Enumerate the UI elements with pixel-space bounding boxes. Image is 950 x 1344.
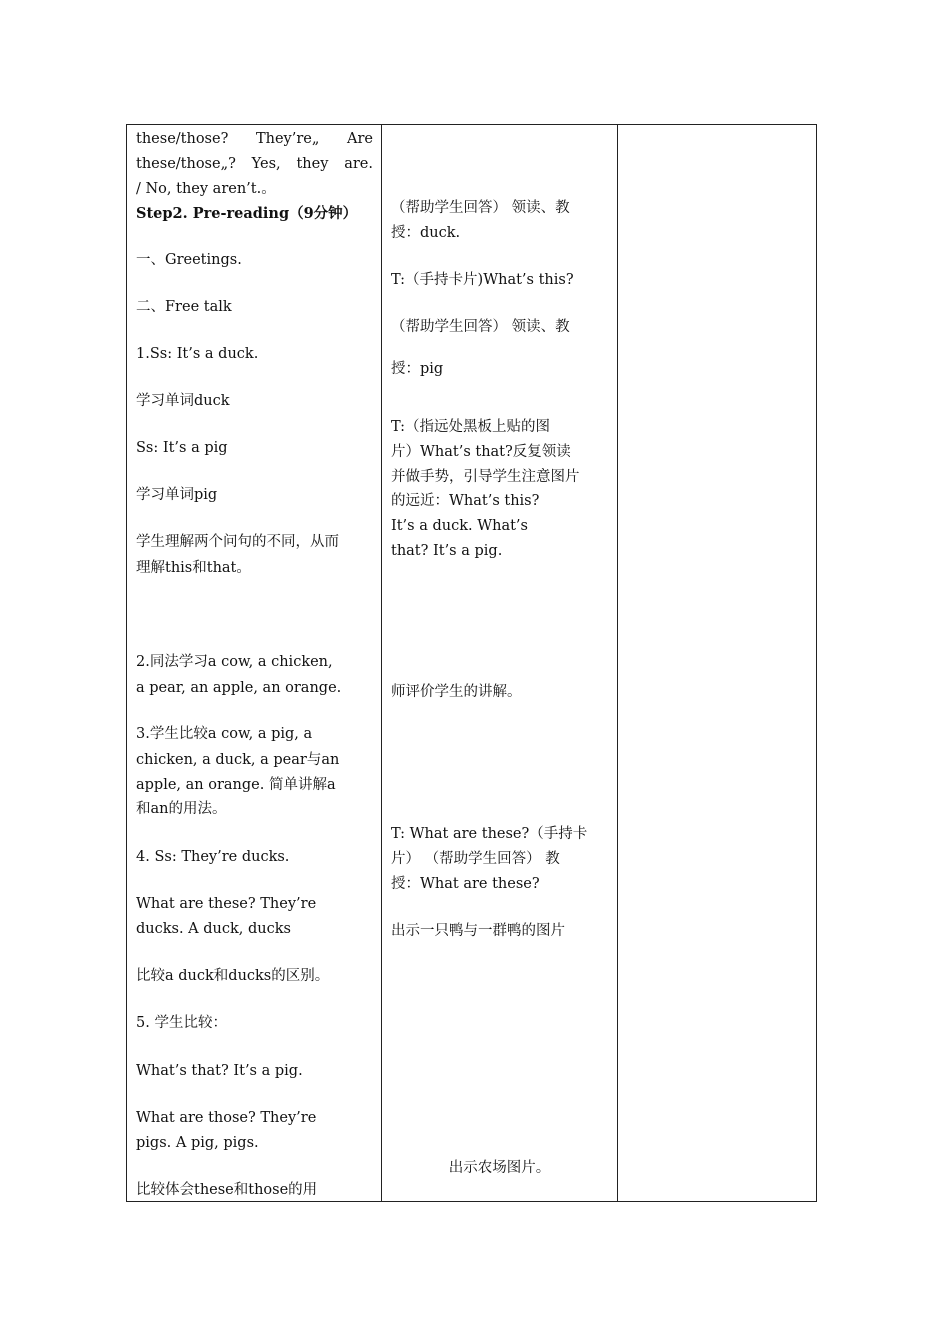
text-line: （帮助学生回答） 领读、教	[391, 319, 570, 335]
text-line: T:（指远处黑板上贴的图	[391, 419, 551, 435]
text-line: 和an的用法。	[136, 801, 227, 817]
text-line: 授：duck.	[391, 225, 461, 241]
text-line: 学生理解两个问句的不同，从而	[136, 534, 339, 550]
text-line: chicken, a duck, a pear与an	[136, 752, 340, 768]
text-line: pigs. A pig, pigs.	[136, 1135, 259, 1151]
text-line: 出示农场图片。	[448, 1160, 551, 1176]
text-line: 师评价学生的讲解。	[391, 684, 522, 700]
text-line: 比较a duck和ducks的区别。	[136, 968, 330, 984]
text-line: 并做手势，引导学生注意图片	[391, 469, 580, 485]
text-line: 学习单词pig	[136, 487, 218, 503]
text-line: a pear, an apple, an orange.	[136, 680, 342, 696]
text-line: 授：What are these?	[391, 876, 540, 892]
step-heading: Step2. Pre-reading（9分钟）	[136, 205, 358, 222]
text-line: ducks. A duck, ducks	[136, 921, 291, 937]
text-line: 5. 学生比较：	[136, 1015, 227, 1031]
text-line: these/those? They’re„ Are	[136, 131, 373, 147]
text-line: 一、Greetings.	[136, 252, 242, 268]
text-line: T:（手持卡片)What’s this?	[391, 272, 574, 288]
text-line: 比较体会these和those的用	[136, 1182, 318, 1198]
text-line: 二、Free talk	[136, 299, 232, 315]
text-line: 授：pig	[391, 361, 444, 377]
text-line: 片） （帮助学生回答） 教	[391, 851, 560, 867]
lesson-plan-table	[126, 124, 817, 1202]
notes-column	[618, 125, 817, 1202]
text-line: 2.同法学习a cow, a chicken,	[136, 654, 333, 670]
text-line: 片）What’s that?反复领读	[391, 444, 571, 460]
text-line: Ss: It’s a pig	[136, 440, 228, 456]
text-line: It’s a duck. What’s	[391, 518, 528, 534]
text-line: 3.学生比较a cow, a pig, a	[136, 726, 313, 742]
text-line: 理解this和that。	[136, 560, 251, 576]
teacher-activity-column	[382, 125, 618, 1202]
text-line: What’s that? It’s a pig.	[136, 1063, 303, 1079]
text-line: 4. Ss: They’re ducks.	[136, 849, 290, 865]
text-line: What are those? They’re	[136, 1110, 317, 1126]
text-line: that? It’s a pig.	[391, 543, 503, 559]
text-line: 的远近：What’s this?	[391, 493, 540, 509]
text-line: 出示一只鸭与一群鸭的图片	[391, 923, 565, 939]
table-row	[127, 125, 817, 1202]
text-line: （帮助学生回答） 领读、教	[391, 200, 570, 216]
student-activity-column	[127, 125, 382, 1202]
text-line: T: What are these?（手持卡	[391, 826, 588, 842]
text-line: these/those„? Yes, they are.	[136, 156, 373, 172]
text-line: What are these? They’re	[136, 896, 317, 912]
text-line: apple, an orange. 简单讲解a	[136, 777, 336, 793]
text-line: 1.Ss: It’s a duck.	[136, 346, 259, 362]
text-line: 学习单词duck	[136, 393, 230, 409]
text-line: / No, they aren’t.。	[136, 181, 276, 197]
